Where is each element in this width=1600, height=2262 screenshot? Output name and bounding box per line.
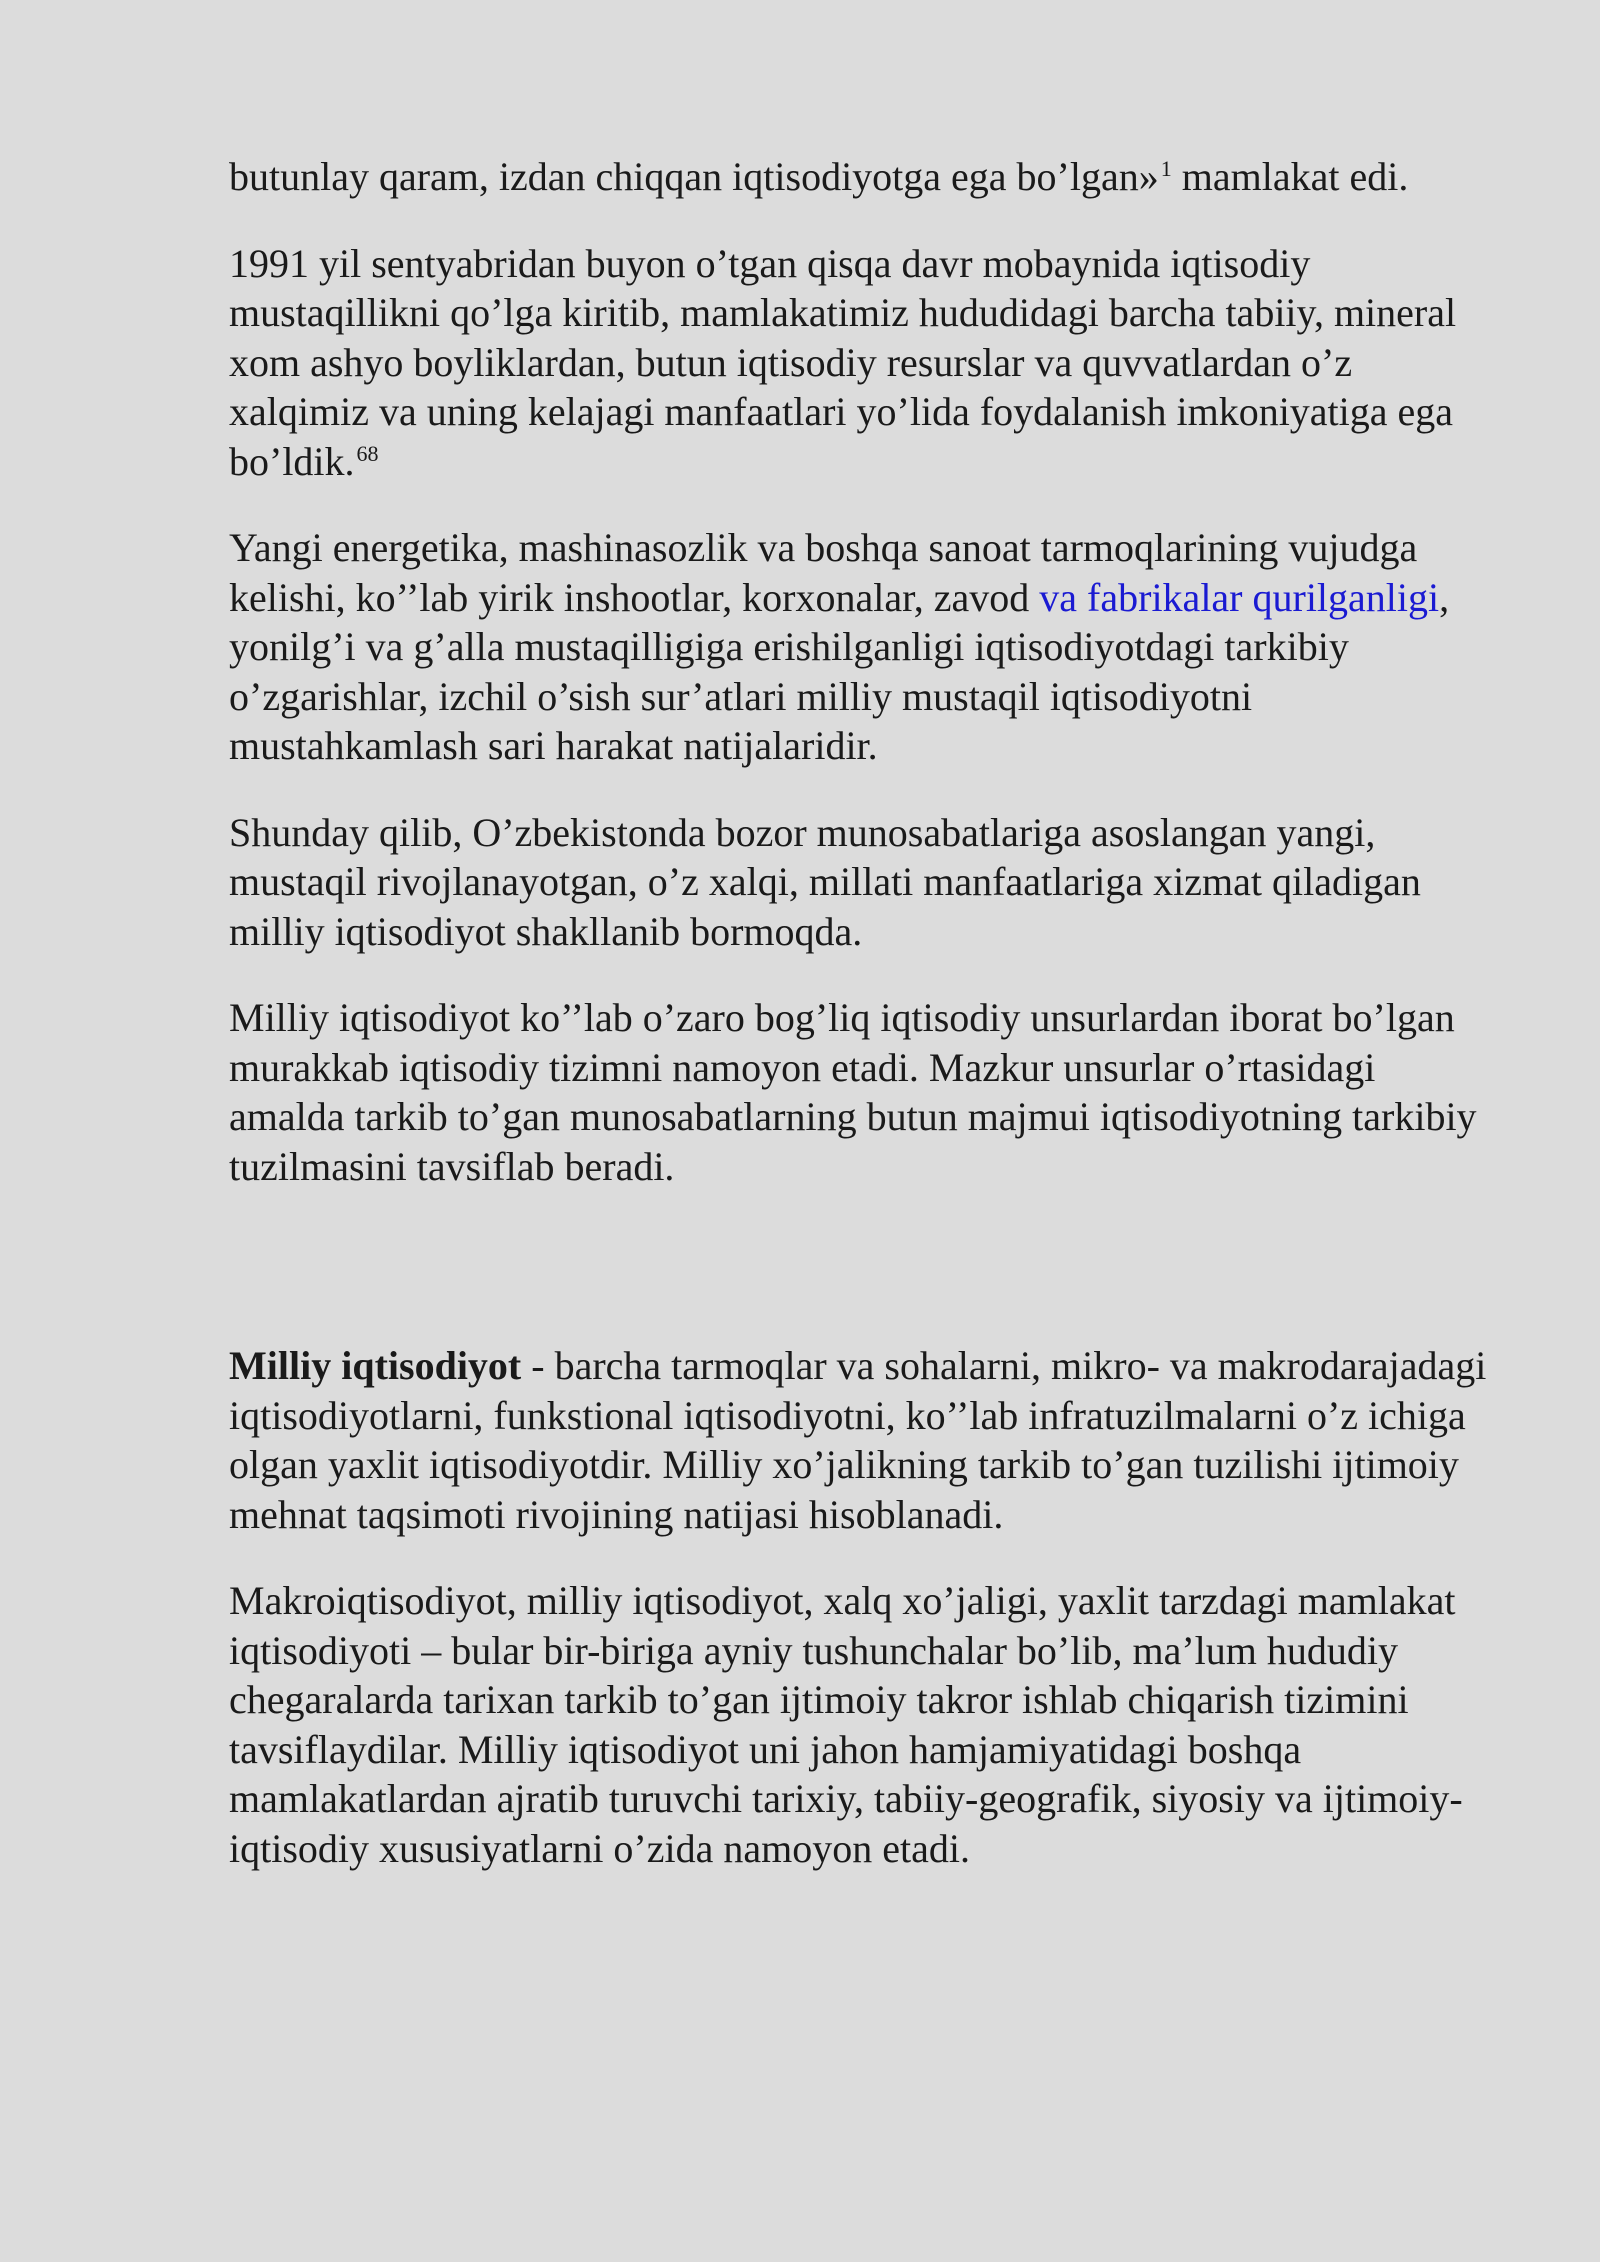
- paragraph-2-text: 1991 yil sentyabridan buyon o’tgan qisqa davr mobaynida iqtisodiy mustaqillikni qo’lga kiritib, mamlakatimiz hududidagi barcha tabiiy, mineral xom ashyo boyliklardan, butun iqtisodiy resurslar va quvvatlardan o’z xalqimiz va uning kelajagi manfaatlari yo’lida foydalanish imkoniyatiga ega bo’ldik.: [229, 240, 1457, 484]
- paragraph-5: [229, 993, 1491, 1191]
- document-body: [229, 152, 1491, 1910]
- hyperlink-fabrikalar[interactable]: va fabrikalar qurilganligi: [1039, 574, 1440, 620]
- definition-term: Milliy iqtisodiyot: [229, 1343, 522, 1388]
- paragraph-3-text-before: Yangi energetika, mashinasozlik va boshqa sanoat tarmoqlarining vujudga kelishi, ko’’lab yirik inshootlar, korxonalar, zavod: [229, 525, 1418, 620]
- paragraph-4-text: Shunday qilib, O’zbekistonda bozor munosabatlariga asoslangan yangi, mustaqil rivojlanayotgan, o’z xalqi, millati manfaatlariga xizmat qiladigan milliy iqtisodiyot shakllanib bormoqda.: [229, 809, 1421, 954]
- paragraph-7-text: Makroiqtisodiyot, milliy iqtisodiyot, xalq xo’jaligi, yaxlit tarzdagi mamlakat iqtisodiyoti – bular bir-biriga ayniy tushunchalar bo’lib, ma’lum hududiy chegaralarda tarixan tarkib to’gan ijtimoiy takror ishlab chiqarish tizimini tavsiflaydilar. Milliy iqtisodiyot uni jahon hamjamiyatidagi boshqa mamlakatlardan ajratib turuvchi tarixiy, tabiiy-geografik, siyosiy va ijtimoiy-iqtisodiy xususiyatlarni o’zida namoyon etadi.: [229, 1578, 1463, 1871]
- paragraph-4: [229, 808, 1491, 957]
- paragraph-3-text-after: , yonilg’i va g’alla mustaqilligiga erishilganligi iqtisodiyotdagi tarkibiy o’zgarishlar, izchil o’sish sur’atlari milliy mustaqil iqtisodiyotni mustahkamlash sari harakat natijalaridir.: [229, 574, 1450, 768]
- paragraph-1: [229, 152, 1491, 202]
- paragraph-6-text: - barcha tarmoqlar va sohalarni, mikro- va makrodarajadagi iqtisodiyotlarni, funkstional iqtisodiyotni, ko’’lab infratuzilmalarni o’z ichiga olgan yaxlit iqtisodiyotdir. Milliy xo’jalikning tarkib to’gan tuzilishi ijtimoiy mehnat taqsimoti rivojining natijasi hisoblanadi.: [229, 1343, 1487, 1537]
- paragraph-2: [229, 239, 1491, 487]
- footnote-marker-68[interactable]: 68: [356, 440, 379, 466]
- paragraph-6-definition: [229, 1341, 1491, 1539]
- paragraph-1-text-after: mamlakat edi.: [1171, 154, 1409, 199]
- footnote-marker-1[interactable]: 1: [1160, 156, 1172, 181]
- paragraph-3: [229, 523, 1491, 771]
- paragraph-7: [229, 1576, 1491, 1873]
- paragraph-5-text: Milliy iqtisodiyot ko’’lab o’zaro bog’liq iqtisodiy unsurlardan iborat bo’lgan murakkab iqtisodiy tizimni namoyon etadi. Mazkur unsurlar o’rtasidagi amalda tarkib to’gan munosabatlarning butun majmui iqtisodiyotning tarkibiy tuzilmasini tavsiflab beradi.: [229, 995, 1477, 1189]
- paragraph-1-text-before: butunlay qaram, izdan chiqqan iqtisodiyotga ega bo’lgan»: [229, 154, 1159, 199]
